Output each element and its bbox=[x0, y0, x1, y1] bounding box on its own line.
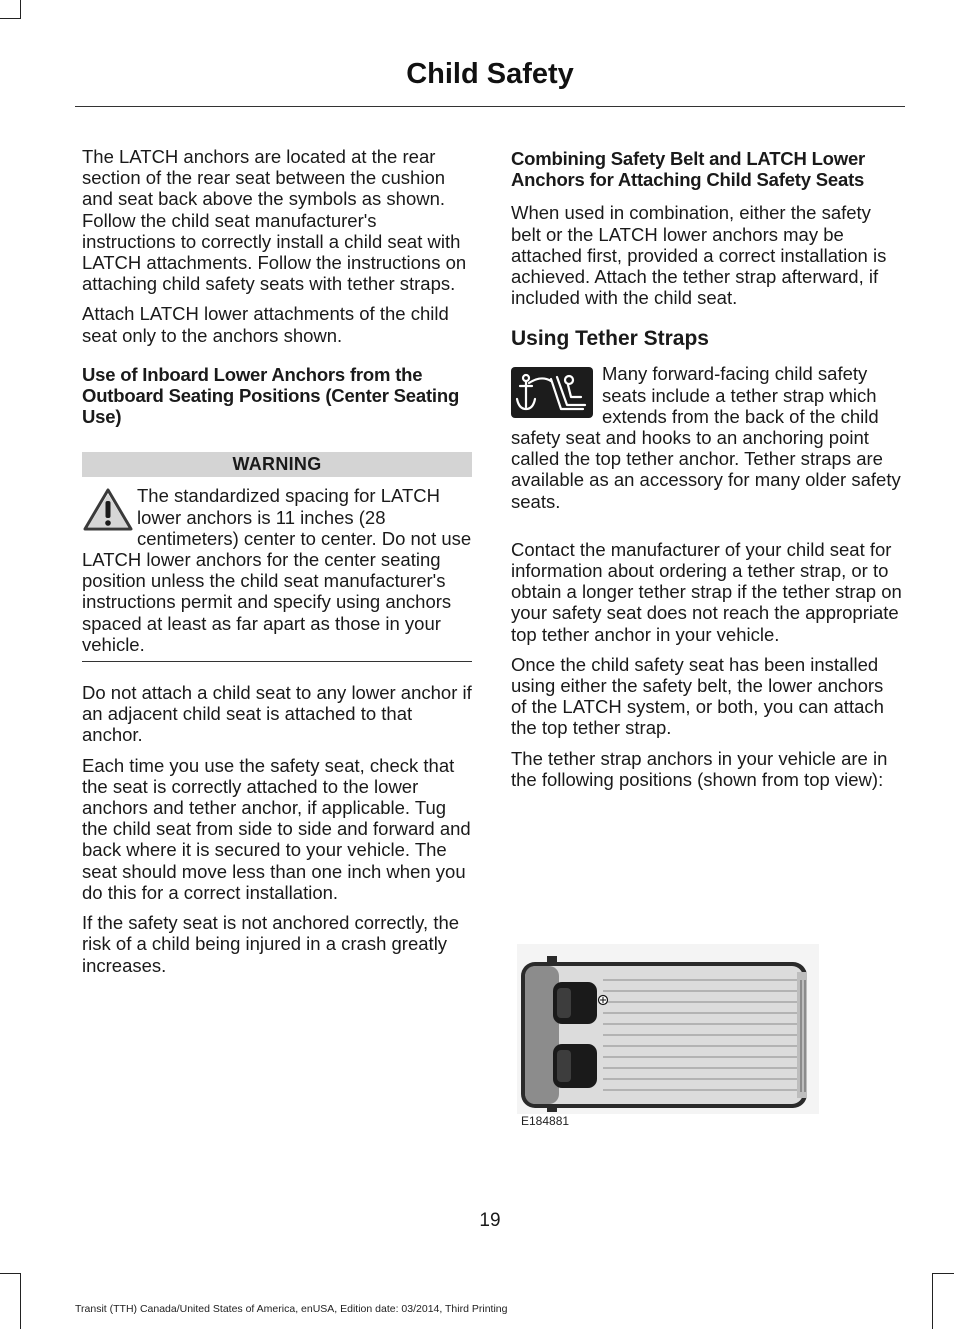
warning-triangle-icon bbox=[82, 487, 134, 533]
paragraph: Once the child safety seat has been installed using either the safety belt, the lower anchors of the LATCH system, or both, you can attach the top tether strap. bbox=[511, 653, 884, 739]
paragraph: The tether strap anchors in your vehicle are in the following positions (shown from top view): bbox=[511, 747, 888, 790]
warning-text: The standardized spacing for LATCH lower anchors is 11 inches (28 centimeters) center to center. Do not use LATCH lower anchors for the center seating position unless the child seat manufacturer's instructions permit and specify using anchors spaced at least as far apart as those in your vehicle. bbox=[82, 485, 472, 655]
page-title: Child Safety bbox=[406, 58, 574, 90]
crop-mark bbox=[0, 18, 21, 19]
subheading: Combining Safety Belt and LATCH Lower Anchors for Attaching Child Safety Seats bbox=[511, 148, 866, 191]
warning-box bbox=[82, 485, 472, 662]
crop-mark bbox=[932, 1273, 954, 1274]
paragraph: When used in combination, either the safety belt or the LATCH lower anchors may be attached first, provided a correct installation is achieved. Attach the tether strap afterward, if included with the child seat. bbox=[511, 202, 887, 309]
section-heading: Using Tether Straps bbox=[511, 327, 709, 351]
paragraph: If the safety seat is not anchored correctly, the risk of a child being injured in a crash greatly increases. bbox=[82, 912, 460, 976]
footer-text: Transit (TTH) Canada/United States of America, enUSA, Edition date: 03/2014, Third Printing bbox=[75, 1303, 508, 1315]
paragraph: The LATCH anchors are located at the rear section of the rear seat between the cushion and seat back above the symbols as shown. Follow the child seat manufacturer's instructions to correctly install a child seat with LATCH attachments. Follow the instructions on attaching child safety seats with tether straps. bbox=[82, 146, 467, 295]
paragraph: Do not attach a child seat to any lower anchor if an adjacent child seat is attached to that anchor. bbox=[82, 682, 472, 746]
paragraph: Many forward-facing child safety seats include a tether strap which extends from the back of the child safety seat and hooks to an anchoring point called the top tether anchor. Tether straps are available as an accessory for many older safety seats. bbox=[511, 363, 901, 512]
title-divider bbox=[75, 106, 905, 107]
tether-anchor-seat-icon bbox=[511, 367, 593, 418]
paragraph: Each time you use the safety seat, check that the seat is correctly attached to the lower anchors and tether anchor, if applicable. Tug the child seat from side to side and forward and back where it is secured to your vehicle. The seat should move less than one inch when you do this for a correct installation. bbox=[82, 754, 471, 903]
paragraph: Attach LATCH lower attachments of the child seat only to the anchors shown. bbox=[82, 303, 449, 346]
crop-mark bbox=[0, 1273, 21, 1274]
right-column bbox=[511, 146, 903, 799]
paragraph: Contact the manufacturer of your child seat for information about ordering a tether strap, or to obtain a longer tether strap if the tether strap on your safety seat does not reach the appropriate top tether anchor in your vehicle. bbox=[511, 538, 902, 645]
left-column bbox=[82, 146, 472, 985]
subheading: Use of Inboard Lower Anchors from the Outboard Seating Positions (Center Seating Use) bbox=[82, 363, 460, 428]
warning-label: WARNING bbox=[82, 452, 472, 477]
crop-mark bbox=[20, 0, 21, 19]
page-number: 19 bbox=[479, 1210, 501, 1231]
van-top-view-figure bbox=[517, 944, 819, 1114]
figure-code: E184881 bbox=[521, 1114, 570, 1128]
crop-mark bbox=[932, 1316, 933, 1329]
crop-mark bbox=[20, 1316, 21, 1329]
